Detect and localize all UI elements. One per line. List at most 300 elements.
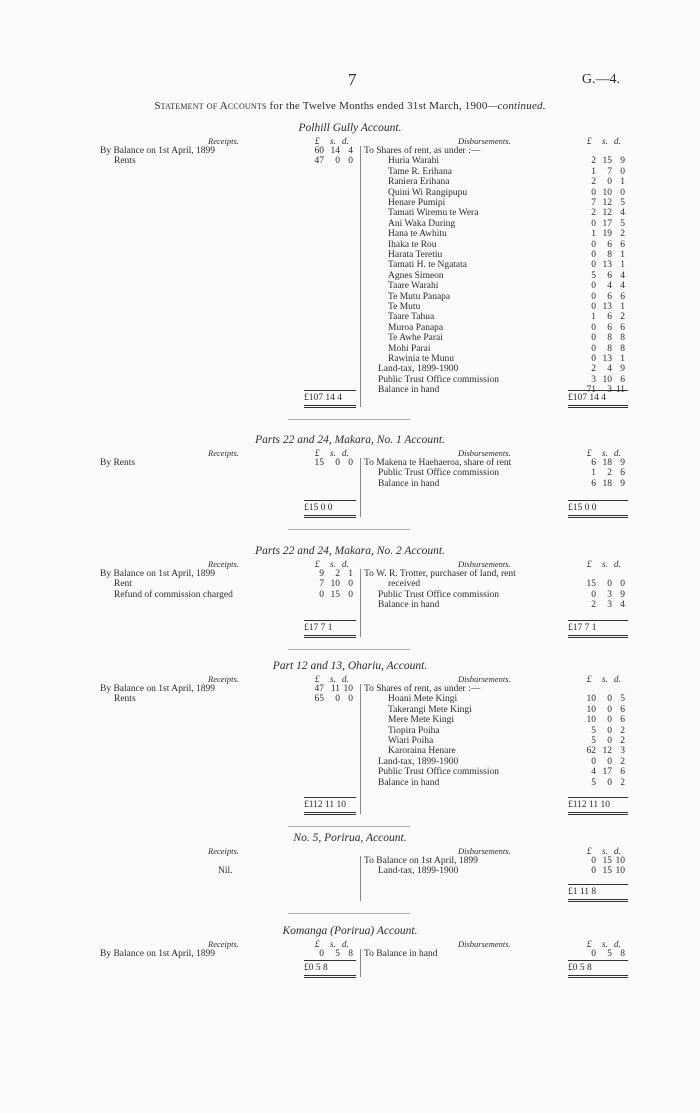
amount-shillings: 12 — [602, 746, 612, 757]
disbursement-label: Harata Teretiu — [388, 250, 443, 260]
amount-pence: 2 — [620, 312, 625, 323]
receipts-total: £0 5 8 — [304, 963, 328, 974]
amount-shillings: 15 — [330, 589, 340, 600]
money-header-shillings: s. — [330, 448, 336, 458]
disbursement-label: Public Trust Office commission — [378, 374, 499, 385]
disbursements-label: Disbursements. — [458, 674, 511, 684]
amount-pounds: 1 — [591, 468, 596, 479]
disbursement-label: Balance in hand — [378, 600, 440, 611]
receipts-total-double-rule — [304, 812, 356, 815]
receipts-total-double-rule — [304, 405, 356, 408]
receipt-label: By Balance on 1st April, 1899 — [100, 146, 216, 156]
title-suffix: —continued. — [487, 100, 546, 112]
amount-pounds: 0 — [319, 949, 324, 959]
money-header-shillings: s. — [602, 846, 608, 856]
amount-pence: 1 — [620, 302, 625, 312]
disbursement-label: Te Awhe Parai — [388, 333, 443, 344]
receipt-label: Rents — [114, 694, 136, 705]
disbursement-label: Te Mutu Panapa — [388, 291, 451, 302]
receipts-total-rule — [304, 500, 356, 501]
disbursement-label: Public Trust Office commission — [378, 589, 499, 600]
disbursements-label: Disbursements. — [458, 846, 511, 856]
money-header-pounds: £ — [587, 448, 592, 458]
amount-pence: 9 — [620, 458, 625, 468]
amount-shillings: 2 — [335, 569, 340, 579]
disbursement-label: received — [388, 579, 421, 590]
amount-pounds: 0 — [591, 756, 596, 767]
column-divider — [360, 684, 361, 814]
money-header-shillings: s. — [602, 939, 608, 949]
disbursements-total: £1 11 8 — [568, 886, 597, 897]
money-header-shillings: s. — [330, 136, 336, 146]
amount-pounds: 5 — [591, 777, 596, 788]
money-header-pence: d. — [614, 448, 621, 458]
amount-shillings: 0 — [607, 777, 612, 788]
money-header-pence: d. — [614, 136, 621, 146]
disbursement-label: Taare Warahi — [388, 281, 439, 292]
money-header-pounds: £ — [587, 939, 592, 949]
amount-shillings: 3 — [607, 385, 612, 396]
amount-pounds: 7 — [591, 198, 596, 208]
disbursements-total: £15 0 0 — [568, 503, 597, 514]
account-separator — [288, 419, 410, 420]
amount-pounds: 0 — [591, 856, 596, 866]
amount-pounds: 3 — [591, 374, 596, 385]
amount-shillings: 13 — [602, 302, 612, 312]
receipt-label: By Balance on 1st April, 1899 — [100, 569, 216, 579]
amount-pence: 0 — [348, 156, 353, 167]
amount-pounds: 6 — [591, 458, 596, 468]
amount-pounds: 1 — [591, 312, 596, 323]
amount-shillings: 13 — [602, 260, 612, 271]
amount-shillings: 2 — [607, 468, 612, 479]
page-number: 7 — [348, 70, 357, 89]
amount-pence: 9 — [620, 478, 625, 489]
amount-shillings: 10 — [330, 579, 340, 590]
disbursement-label: Raniera Erihana — [388, 177, 450, 188]
disbursement-label: To Balance in hand — [364, 949, 438, 959]
amount-pence: 11 — [615, 385, 625, 396]
amount-shillings: 15 — [602, 856, 612, 866]
account-separator — [288, 649, 410, 650]
amount-pounds: 0 — [591, 260, 596, 271]
amount-shillings: 0 — [607, 704, 612, 715]
disbursement-label: Balance in hand — [378, 478, 440, 489]
amount-pounds: 0 — [591, 187, 596, 198]
amount-shillings: 13 — [602, 354, 612, 364]
amount-pounds: 0 — [591, 281, 596, 292]
disbursement-label: Ani Waka During — [388, 218, 456, 229]
money-header-pence: d. — [614, 674, 621, 684]
disbursement-label: To W. R. Trotter, purchaser of land, rent — [364, 569, 516, 579]
amount-pence: 6 — [620, 468, 625, 479]
money-header-pounds: £ — [587, 846, 592, 856]
disbursement-label: Taare Tahua — [388, 312, 435, 323]
amount-pence: 10 — [615, 866, 625, 877]
money-header-pounds: £ — [587, 559, 592, 569]
amount-pounds: 0 — [591, 302, 596, 312]
disbursement-label: Tamati H. te Ngatata — [388, 260, 467, 271]
amount-pence: 4 — [348, 146, 353, 156]
disbursement-label: Public Trust Office commission — [378, 468, 499, 479]
disbursement-label: To Shares of rent, as under :— — [364, 684, 481, 694]
amount-pounds: 0 — [591, 589, 596, 600]
receipts-label: Receipts. — [208, 448, 239, 458]
amount-shillings: 19 — [602, 229, 612, 240]
receipt-label: Rent — [114, 579, 132, 590]
column-divider — [360, 949, 361, 977]
money-header-pence: d. — [342, 559, 349, 569]
amount-shillings: 0 — [607, 177, 612, 188]
amount-shillings: 12 — [602, 198, 612, 208]
title-main: for the Twelve Months ended 31st March, 1900 — [266, 100, 488, 112]
amount-pounds: 5 — [591, 725, 596, 736]
amount-shillings: 3 — [607, 589, 612, 600]
money-header-pence: d. — [342, 674, 349, 684]
disbursement-label: Agnes Simeon — [388, 270, 444, 281]
receipts-total-rule — [304, 960, 356, 961]
amount-pounds: 2 — [591, 156, 596, 167]
amount-pence: 2 — [620, 736, 625, 746]
money-header-pence: d. — [342, 939, 349, 949]
amount-pence: 0 — [348, 458, 353, 468]
amount-pounds: 2 — [591, 177, 596, 188]
amount-shillings: 0 — [607, 694, 612, 705]
receipts-total-double-rule — [304, 975, 356, 978]
receipts-total-rule — [304, 620, 356, 621]
amount-shillings: 0 — [607, 725, 612, 736]
disbursements-total-rule — [568, 884, 628, 885]
amount-pence: 0 — [620, 166, 625, 177]
receipts-total-double-rule — [304, 515, 356, 518]
amount-pounds: 0 — [591, 250, 596, 260]
money-header-shillings: s. — [602, 136, 608, 146]
amount-shillings: 6 — [607, 312, 612, 323]
money-header-pounds: £ — [315, 559, 320, 569]
disbursement-label: Muroa Panapa — [388, 322, 444, 333]
amount-pounds: 0 — [591, 322, 596, 333]
amount-pence: 9 — [620, 156, 625, 167]
amount-pounds: 5 — [591, 270, 596, 281]
disbursement-label: Henare Pumipi — [388, 198, 446, 208]
disbursement-label: Land-tax, 1899-1900 — [378, 756, 459, 767]
page-header — [0, 70, 700, 90]
amount-pence: 8 — [620, 333, 625, 344]
statement-title — [0, 100, 700, 112]
money-header-pence: d. — [342, 448, 349, 458]
amount-pence: 8 — [348, 949, 353, 959]
disbursement-label: Tamati Wiremu te Wera — [388, 208, 479, 219]
amount-pounds: 6 — [591, 478, 596, 489]
amount-pounds: 10 — [586, 704, 596, 715]
amount-shillings: 7 — [607, 166, 612, 177]
money-header-pounds: £ — [315, 939, 320, 949]
amount-pounds: 7 — [319, 579, 324, 590]
amount-shillings: 0 — [335, 694, 340, 705]
amount-pounds: 10 — [586, 715, 596, 726]
account-name: Parts 22 and 24, Makara, No. 2 Account. — [255, 545, 445, 557]
receipts-total-rule — [304, 797, 356, 798]
amount-pounds: 0 — [591, 218, 596, 229]
disbursement-label: Rawinia te Munu — [388, 354, 454, 364]
disbursement-label: Huria Warahi — [388, 156, 440, 167]
amount-pence: 6 — [620, 704, 625, 715]
disbursement-label: Ihaka te Rou — [388, 239, 437, 250]
amount-shillings: 5 — [335, 949, 340, 959]
amount-pence: 2 — [620, 756, 625, 767]
column-divider — [360, 856, 361, 901]
money-header-shillings: s. — [330, 559, 336, 569]
amount-pounds: 4 — [591, 767, 596, 778]
column-divider — [360, 146, 361, 407]
disbursement-label: Tiopira Poiha — [388, 725, 440, 736]
amount-shillings: 17 — [602, 218, 612, 229]
amount-pence: 4 — [620, 600, 625, 611]
disbursements-total-double-rule — [568, 812, 628, 815]
amount-pence: 6 — [620, 767, 625, 778]
disbursement-label: Takerangi Mete Kingi — [388, 704, 472, 715]
amount-pounds: 2 — [591, 364, 596, 375]
disbursement-label: Karoraina Henare — [388, 746, 456, 757]
amount-pounds: 0 — [591, 343, 596, 354]
amount-pounds: 5 — [591, 736, 596, 746]
money-header-shillings: s. — [602, 559, 608, 569]
disbursements-total-double-rule — [568, 635, 628, 638]
money-header-pounds: £ — [587, 674, 592, 684]
disbursements-label: Disbursements. — [458, 559, 511, 569]
title-prefix: Statement of Accounts — [154, 100, 267, 112]
amount-pence: 0 — [348, 579, 353, 590]
disbursement-label: To Makena te Haehaeroa, share of rent — [364, 458, 512, 468]
amount-pence: 1 — [620, 354, 625, 364]
amount-shillings: 18 — [602, 458, 612, 468]
amount-shillings: 15 — [602, 156, 612, 167]
column-divider — [360, 569, 361, 637]
amount-shillings: 0 — [607, 579, 612, 590]
disbursement-label: Public Trust Office commission — [378, 767, 499, 778]
amount-pence: 1 — [620, 177, 625, 188]
account-name: Polhill Gully Account. — [298, 122, 402, 134]
amount-pounds: 71 — [586, 385, 596, 396]
receipts-label: Receipts. — [208, 136, 239, 146]
amount-pence: 2 — [620, 229, 625, 240]
amount-pounds: 60 — [314, 146, 324, 156]
disbursement-label: Hana te Awhitu — [388, 229, 447, 240]
amount-pence: 0 — [620, 579, 625, 590]
amount-shillings: 18 — [602, 478, 612, 489]
disbursements-total: £17 7 1 — [568, 622, 597, 633]
money-header-shillings: s. — [330, 939, 336, 949]
receipt-label: By Rents — [100, 458, 136, 468]
receipts-total: £17 7 1 — [304, 622, 333, 633]
amount-pence: 4 — [620, 281, 625, 292]
amount-pence: 2 — [620, 777, 625, 788]
amount-pence: 5 — [620, 694, 625, 705]
amount-pence: 6 — [620, 715, 625, 726]
disbursements-total: £112 11 10 — [568, 800, 611, 810]
amount-pence: 4 — [620, 270, 625, 281]
amount-shillings: 10 — [602, 187, 612, 198]
disbursements-total-rule — [568, 797, 628, 798]
receipts-label: Receipts. — [208, 846, 239, 856]
amount-pence: 5 — [620, 218, 625, 229]
amount-pounds: 47 — [314, 684, 324, 694]
money-header-pounds: £ — [315, 136, 320, 146]
receipt-label: By Balance on 1st April, 1899 — [100, 684, 216, 694]
money-header-shillings: s. — [602, 674, 608, 684]
amount-pounds: 1 — [591, 166, 596, 177]
amount-pence: 2 — [620, 725, 625, 736]
disbursements-total: £107 14 4 — [568, 393, 606, 404]
amount-shillings: 15 — [602, 866, 612, 877]
receipts-total: £112 11 10 — [304, 800, 347, 810]
disbursement-label: Tame R. Erihana — [388, 166, 452, 177]
amount-shillings: 0 — [607, 756, 612, 767]
money-header-pounds: £ — [315, 448, 320, 458]
amount-pence: 10 — [615, 856, 625, 866]
amount-shillings: 5 — [607, 949, 612, 959]
amount-pounds: 10 — [586, 694, 596, 705]
disbursement-label: Mohi Parai — [388, 343, 431, 354]
amount-pence: 5 — [620, 198, 625, 208]
receipt-label: Rents — [114, 156, 136, 167]
amount-pounds: 0 — [319, 589, 324, 600]
amount-pounds: 47 — [314, 156, 324, 167]
money-header-pounds: £ — [587, 136, 592, 146]
amount-pounds: 9 — [319, 569, 324, 579]
disbursements-label: Disbursements. — [458, 448, 511, 458]
amount-pence: 0 — [348, 589, 353, 600]
amount-pence: 8 — [620, 343, 625, 354]
receipts-label: Receipts. — [208, 939, 239, 949]
money-header-pounds: £ — [315, 674, 320, 684]
disbursements-label: Disbursements. — [458, 136, 511, 146]
disbursements-total-double-rule — [568, 405, 628, 408]
disbursement-label: To Balance on 1st April, 1899 — [364, 856, 478, 866]
amount-pounds: 65 — [314, 694, 324, 705]
amount-shillings: 12 — [602, 208, 612, 219]
disbursement-label: Mere Mete Kingi — [388, 715, 454, 726]
amount-shillings: 0 — [607, 736, 612, 746]
amount-pounds: 2 — [591, 600, 596, 611]
disbursements-total-double-rule — [568, 975, 628, 978]
amount-shillings: 6 — [607, 322, 612, 333]
amount-pounds: 15 — [314, 458, 324, 468]
amount-pounds: 0 — [591, 354, 596, 364]
amount-shillings: 0 — [335, 156, 340, 167]
receipt-label: Refund of commission charged — [114, 589, 233, 600]
disbursements-total: £0 5 8 — [568, 963, 592, 974]
page-reference: G.—4. — [581, 72, 620, 87]
receipts-total-double-rule — [304, 635, 356, 638]
amount-pence: 1 — [348, 569, 353, 579]
disbursements-total-double-rule — [568, 515, 628, 518]
amount-pence: 6 — [620, 239, 625, 250]
money-header-pence: d. — [342, 136, 349, 146]
amount-pounds: 15 — [586, 579, 596, 590]
disbursement-label: Land-tax, 1899-1900 — [378, 866, 459, 877]
amount-shillings: 6 — [607, 270, 612, 281]
account-name: Komanga (Porirua) Account. — [282, 925, 418, 937]
amount-pence: 6 — [620, 322, 625, 333]
amount-pence: 6 — [620, 291, 625, 302]
amount-pounds: 0 — [591, 866, 596, 877]
receipt-label: By Balance on 1st April, 1899 — [100, 949, 216, 959]
disbursement-label: Balance in hand — [378, 777, 440, 788]
disbursements-total-rule — [568, 500, 628, 501]
amount-shillings: 6 — [607, 291, 612, 302]
account-name: No. 5, Porirua, Account. — [293, 832, 407, 844]
account-separator — [288, 529, 410, 530]
money-header-pence: d. — [614, 846, 621, 856]
disbursement-label: Quini Wi Rangipupu — [388, 187, 468, 198]
disbursement-label: Te Mutu — [388, 302, 421, 312]
amount-pounds: 0 — [591, 949, 596, 959]
disbursements-total-rule — [568, 620, 628, 621]
amount-pounds: 0 — [591, 291, 596, 302]
amount-shillings: 8 — [607, 333, 612, 344]
account-separator — [288, 913, 410, 914]
receipts-label: Receipts. — [208, 559, 239, 569]
disbursement-label: Balance in hand — [378, 385, 440, 396]
account-name: Part 12 and 13, Ohariu, Account. — [272, 660, 428, 672]
amount-shillings: 6 — [607, 239, 612, 250]
amount-pence: 1 — [620, 250, 625, 260]
amount-pounds: 2 — [591, 208, 596, 219]
amount-pence: 9 — [620, 589, 625, 600]
money-header-shillings: s. — [330, 674, 336, 684]
amount-pence: 4 — [620, 208, 625, 219]
amount-shillings: 4 — [607, 364, 612, 375]
column-divider — [360, 458, 361, 517]
receipts-label: Receipts. — [208, 674, 239, 684]
amount-pence: 0 — [348, 694, 353, 705]
amount-shillings: 17 — [602, 767, 612, 778]
amount-shillings: 14 — [330, 146, 340, 156]
disbursement-label: Hoani Mete Kingi — [388, 694, 458, 705]
amount-pence: 6 — [620, 374, 625, 385]
amount-pounds: 62 — [586, 746, 596, 757]
disbursements-total-double-rule — [568, 899, 628, 902]
amount-shillings: 0 — [335, 458, 340, 468]
disbursement-label: Wiari Poiha — [388, 736, 434, 746]
amount-pounds: 0 — [591, 239, 596, 250]
disbursements-total-rule — [568, 960, 628, 961]
disbursement-label: To Shares of rent, as under :— — [364, 146, 481, 156]
account-name: Parts 22 and 24, Makara, No. 1 Account. — [255, 434, 445, 446]
receipts-total-rule — [304, 390, 356, 391]
receipts-total: £107 14 4 — [304, 393, 342, 404]
amount-pence: 8 — [620, 949, 625, 959]
receipts-nil: Nil. — [218, 866, 233, 876]
amount-pence: 0 — [620, 187, 625, 198]
amount-pence: 1 — [620, 260, 625, 271]
disbursements-label: Disbursements. — [458, 939, 511, 949]
amount-shillings: 8 — [607, 250, 612, 260]
money-header-shillings: s. — [602, 448, 608, 458]
amount-pence: 9 — [620, 364, 625, 375]
amount-shillings: 8 — [607, 343, 612, 354]
amount-shillings: 10 — [602, 374, 612, 385]
amount-shillings: 3 — [607, 600, 612, 611]
amount-pounds: 1 — [591, 229, 596, 240]
amount-pence: 3 — [620, 746, 625, 757]
amount-shillings: 4 — [607, 281, 612, 292]
money-header-pence: d. — [614, 939, 621, 949]
amount-shillings: 11 — [330, 684, 340, 694]
amount-shillings: 0 — [607, 715, 612, 726]
receipts-total: £15 0 0 — [304, 503, 333, 514]
